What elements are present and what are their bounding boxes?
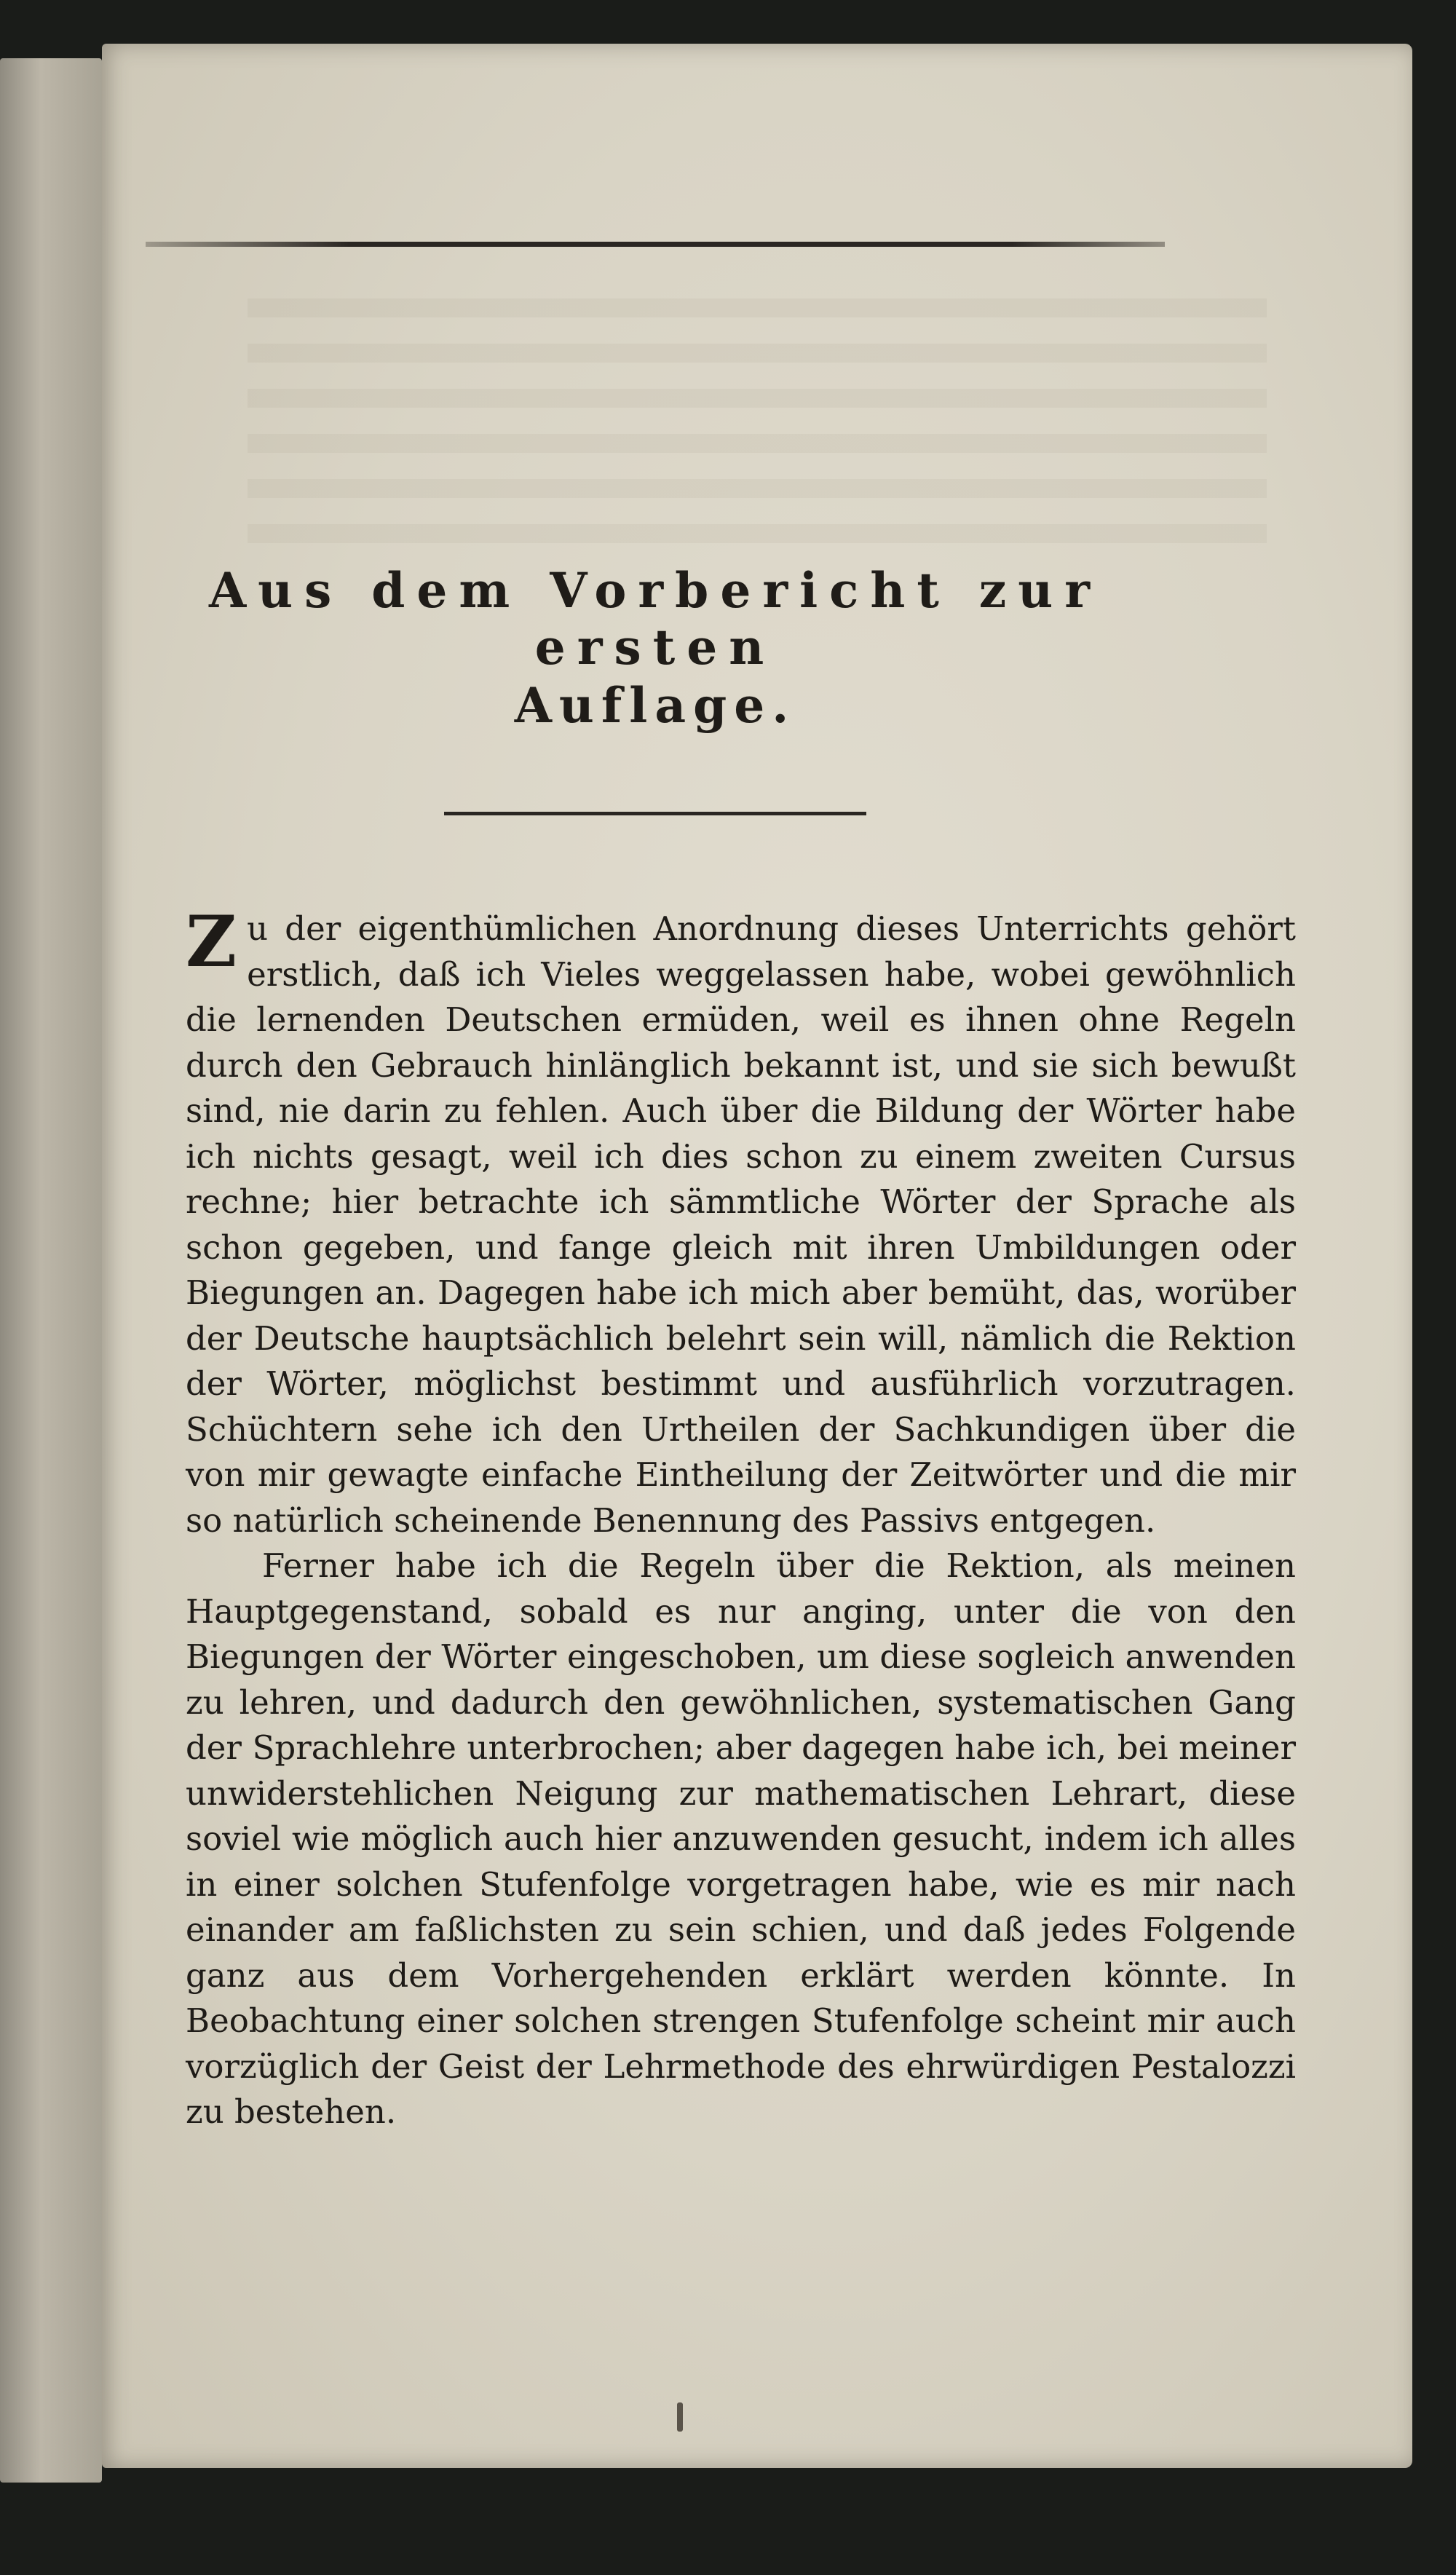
top-rule <box>146 242 1165 247</box>
show-through-text <box>248 298 1267 561</box>
heading-line-1: Aus dem Vorbericht zur ersten <box>208 562 1102 676</box>
body-text <box>186 901 1296 2135</box>
book-page <box>102 44 1412 2468</box>
paragraph-2: Ferner habe ich die Regeln über die Rektion, als meinen Hauptgegenstand, sobald es nur anging, unter die von den Biegungen der Wörter eingeschoben, um diese sogleich anwenden zu lehren, und dadurch den gewöhnlichen, systematischen Gang der Sprachlehre unterbrochen; aber dagegen habe ich, bei meiner unwiderstehlichen Neigung zur mathematischen Lehrart, diese soviel wie möglich auch hier anzuwenden gesucht, indem ich alles in einer solchen Stufenfolge vorgetragen habe, wie es mir nach einander am faßlichsten zu sein schien, und daß jedes Folgende ganz aus dem Vorhergehenden erklärt werden könnte. In Beobachtung einer solchen strengen Stufenfolge scheint mir auch vorzüglich der Geist der Lehrmethode des ehrwürdigen Pestalozzi zu bestehen. <box>186 1546 1296 2131</box>
paragraph-1 <box>186 901 1296 1543</box>
heading-line-2: Auflage. <box>514 677 796 734</box>
heading-rule <box>444 812 866 815</box>
page-mark <box>677 2402 683 2432</box>
adjacent-page-edge <box>0 58 102 2483</box>
paragraph-1-text: u der eigenthümlichen Anordnung dieses Unterrichts gehört erstlich, daß ich Vieles weggelassen habe, wobei gewöhnlich die lernenden Deutschen ermüden, weil es ihnen ohne Regeln durch den Gebrauch hinlänglich bekannt ist, und sie sich bewußt sind, nie darin zu fehlen. Auch über die Bildung der Wörter habe ich nichts gesagt, weil ich dies schon zu einem zweiten Cursus rechne; hier betrachte ich sämmtliche Wörter der Sprache als schon gegeben, und fange gleich mit ihren Umbildungen oder Biegungen an. Dagegen habe ich mich aber bemüht, das, worüber der Deutsche hauptsächlich belehrt sein will, nämlich die Rektion der Wörter, möglichst bestimmt und ausführlich vorzutragen. Schüchtern sehe ich den Urtheilen der Sachkundigen über die von mir gewagte einfache Eintheilung der Zeitwörter und die mir so natürlich scheinende Benennung des Passivs entgegen. <box>186 909 1296 1540</box>
drop-cap: Z <box>186 901 237 983</box>
